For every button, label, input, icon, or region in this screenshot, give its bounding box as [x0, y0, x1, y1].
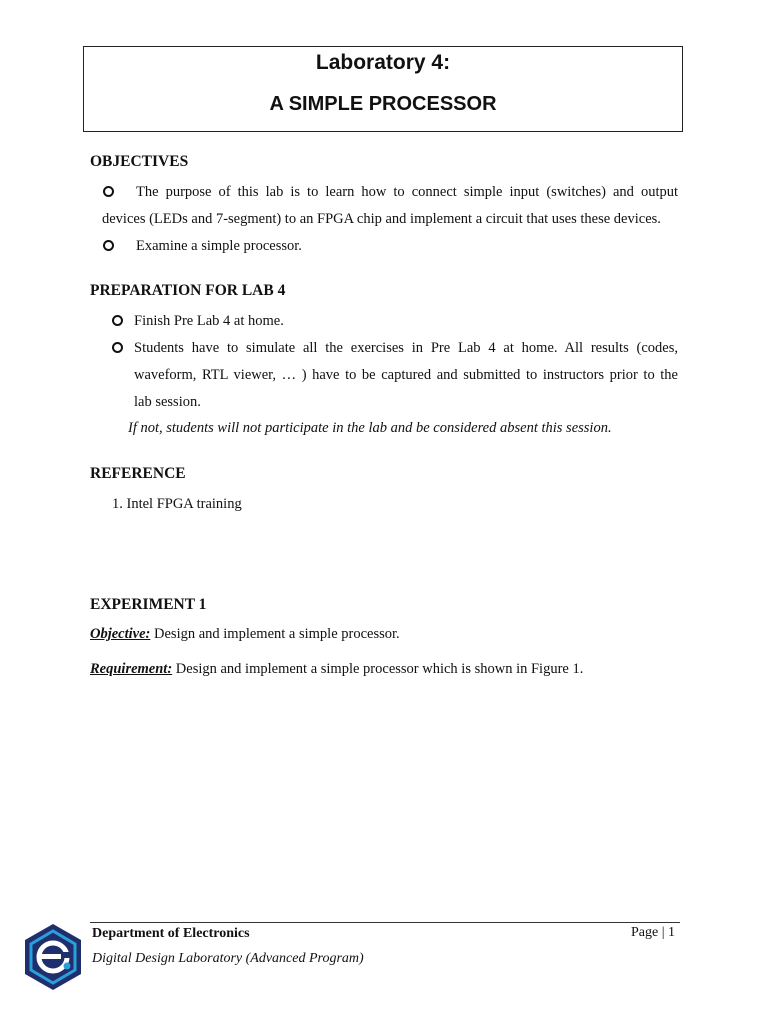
department-logo-icon: [22, 922, 84, 992]
preparation-item-2-line-2: waveform, RTL viewer, … ) have to be captured and submitted to instructors prior to the: [134, 367, 678, 383]
lab-main-title: A SIMPLE PROCESSOR: [269, 93, 497, 115]
footer-program: Digital Design Laboratory (Advanced Program): [92, 951, 364, 966]
objective-text: Design and implement a simple processor.: [150, 626, 400, 642]
experiment-heading: EXPERIMENT 1: [90, 596, 207, 613]
preparation-heading: PREPARATION FOR LAB 4: [90, 282, 286, 299]
preparation-item-2-line-1: Students have to simulate all the exercises in Pre Lab 4 at home. All results (codes,: [134, 340, 678, 356]
requirement-text: Design and implement a simple processor which is shown in Figure 1.: [172, 661, 584, 677]
lab-number-title: Laboratory 4:: [315, 51, 451, 74]
objective-1-line-1: The purpose of this lab is to learn how to connect simple input (switches) and output: [136, 184, 678, 200]
footer-divider: [90, 922, 680, 923]
preparation-item-2-line-3: lab session.: [134, 394, 201, 410]
bullet-circle-icon: [103, 186, 114, 197]
objective-1-line-2: devices (LEDs and 7-segment) to an FPGA chip and implement a circuit that uses these devices.: [102, 211, 661, 227]
requirement-label: Requirement:: [90, 661, 173, 677]
experiment-objective: [90, 626, 400, 643]
title-box: [83, 46, 683, 132]
bullet-circle-icon: [112, 315, 123, 326]
experiment-requirement: [90, 661, 583, 678]
bullet-circle-icon: [112, 342, 123, 353]
objectives-heading: OBJECTIVES: [90, 153, 189, 170]
objective-label: Objective:: [90, 626, 151, 642]
preparation-item-1: Finish Pre Lab 4 at home.: [134, 313, 284, 329]
bullet-circle-icon: [103, 240, 114, 251]
objective-2: Examine a simple processor.: [136, 238, 302, 254]
reference-item-1: 1. Intel FPGA training: [112, 496, 242, 512]
reference-heading: REFERENCE: [90, 465, 186, 482]
page-number: Page | 1: [631, 925, 676, 940]
attendance-note: If not, students will not participate in the lab and be considered absent this session.: [128, 420, 612, 436]
footer-department: Department of Electronics: [92, 926, 250, 941]
